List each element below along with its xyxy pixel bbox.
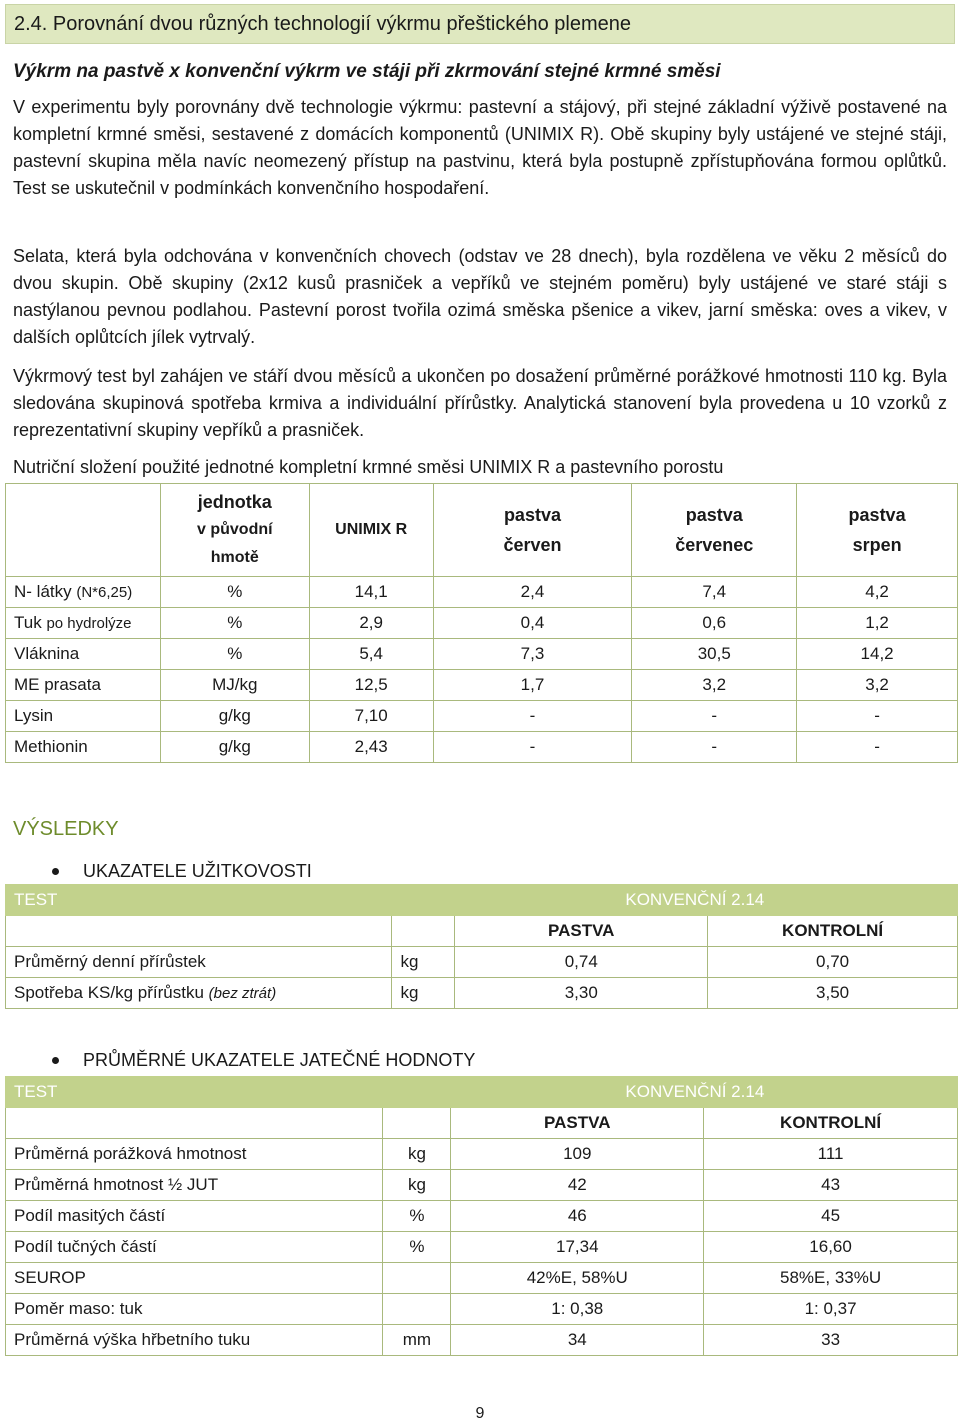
performance-col-pastva: PASTVA: [455, 916, 708, 947]
pastva-srpen-value: 1,2: [797, 608, 958, 639]
indicator-name: Spotřeba KS/kg přírůstku: [14, 983, 204, 1002]
indicator-name-cell: [6, 978, 392, 1009]
nutrition-row: [6, 608, 958, 639]
pastva-value: 3,30: [455, 978, 708, 1009]
carcass-row: [6, 1232, 958, 1263]
performance-bullet-label: UKAZATELE UŽITKOVOSTI: [83, 861, 312, 881]
nutrient-name-cell: [6, 577, 161, 608]
pastva-cervenec-value: 30,5: [632, 639, 797, 670]
header-pastva-cerven: [433, 484, 632, 577]
unimix-value: 2,9: [309, 608, 433, 639]
indicator-note: (bez ztrát): [208, 985, 277, 1002]
header-unit-line3: hmotě: [210, 549, 259, 566]
unimix-value: 5,4: [309, 639, 433, 670]
indicator-name: Průměrná výška hřbetního tuku: [6, 1325, 383, 1356]
kontrolni-value: 16,60: [704, 1232, 958, 1263]
performance-test-value: KONVENČNÍ 2.14: [455, 885, 958, 916]
nutrition-row: [6, 577, 958, 608]
nutrient-note: po hydrolýze: [46, 615, 132, 632]
performance-row: [6, 947, 958, 978]
carcass-row: [6, 1294, 958, 1325]
indicator-name: Průměrný denní přírůstek: [14, 952, 206, 971]
performance-col-kontrolni: KONTROLNÍ: [708, 916, 958, 947]
unit-cell: [383, 1263, 451, 1294]
performance-row: [6, 978, 958, 1009]
header-empty-cell: [6, 484, 161, 577]
nutrient-name: Vláknina: [14, 644, 80, 663]
pastva-srpen-value: 14,2: [797, 639, 958, 670]
kontrolni-value: 33: [704, 1325, 958, 1356]
unit-cell: %: [383, 1232, 451, 1263]
unit-cell: g/kg: [160, 732, 309, 763]
pastva-srpen-value: 4,2: [797, 577, 958, 608]
pastva-value: 0,74: [455, 947, 708, 978]
unit-cell: %: [160, 639, 309, 670]
carcass-row: [6, 1325, 958, 1356]
pastva-cervenec-value: -: [632, 701, 797, 732]
pastva-value: 17,34: [451, 1232, 704, 1263]
nutrition-row: [6, 701, 958, 732]
header-p3-line2: srpen: [852, 535, 902, 555]
indicator-name: Poměr maso: tuk: [6, 1294, 383, 1325]
header-p1-line2: červen: [503, 535, 562, 555]
nutrient-name-cell: [6, 639, 161, 670]
kontrolni-value: 45: [704, 1201, 958, 1232]
carcass-empty-cell: [6, 1108, 383, 1139]
header-unit-line2: v původní: [197, 521, 273, 538]
pastva-value: 109: [451, 1139, 704, 1170]
carcass-row: [6, 1170, 958, 1201]
unit-cell: g/kg: [160, 701, 309, 732]
nutrient-name: Methionin: [14, 737, 88, 756]
pastva-srpen-value: -: [797, 701, 958, 732]
nutrition-caption: Nutriční složení použité jednotné kompletní krmné směsi UNIMIX R a pastevního porostu: [13, 457, 724, 477]
carcass-header-row: [6, 1108, 958, 1139]
performance-empty-cell: [6, 916, 392, 947]
header-p2-line2: červenec: [675, 535, 754, 555]
pastva-cervenec-value: 3,2: [632, 670, 797, 701]
carcass-row: [6, 1201, 958, 1232]
unit-cell: kg: [392, 947, 455, 978]
carcass-row: [6, 1263, 958, 1294]
pastva-cerven-value: -: [433, 732, 632, 763]
pastva-cerven-value: -: [433, 701, 632, 732]
nutrient-note: (N*6,25): [76, 584, 133, 601]
paragraph-1: V experimentu byly porovnány dvě technologie výkrmu: pastevní a stájový, při stejné základní výživě postavené na kompletní krmné směsi, sestavené z domácích komponentů (UNIMIX R). Obě skupiny byly ustájené ve stejné stáji, pastevní skupina měla navíc neomezený přístup na pastvinu, která byla postupně zpřístupňována formou oplůtků. Test se uskutečnil v podmínkách konvenčního hospodaření.: [13, 97, 947, 198]
kontrolni-value: 0,70: [708, 947, 958, 978]
bullet-dot: [52, 868, 59, 875]
kontrolni-value: 1: 0,37: [704, 1294, 958, 1325]
pastva-cerven-value: 2,4: [433, 577, 632, 608]
unit-cell: %: [383, 1201, 451, 1232]
carcass-empty-unit: [383, 1108, 451, 1139]
indicator-name: Průměrná porážková hmotnost: [6, 1139, 383, 1170]
nutrition-row: [6, 732, 958, 763]
header-p2-line1: pastva: [685, 505, 743, 525]
header-p3-line1: pastva: [848, 505, 906, 525]
header-unit: [160, 484, 309, 577]
unit-cell: kg: [383, 1170, 451, 1201]
paragraph-3: Výkrmový test byl zahájen ve stáří dvou měsíců a ukončen po dosažení průměrné porážkové hmotnosti 110 kg. Byla sledována skupinová spotřeba krmiva a individuální přírůstky. Analytická stanovení byla provedena u 10 vzorků z reprezentativní skupiny vepříků a prasniček.: [13, 366, 947, 440]
pastva-value: 46: [451, 1201, 704, 1232]
unimix-value: 2,43: [309, 732, 433, 763]
nutrient-name: Tuk: [14, 613, 42, 632]
pastva-cervenec-value: -: [632, 732, 797, 763]
section-title: 2.4. Porovnání dvou různých technologií výkrmu přeštického plemene: [14, 13, 632, 35]
paragraph-2: Selata, která byla odchována v konvenčních chovech (odstav ve 28 dnech), byla rozdělena ve věku 2 měsíců do dvou skupin. Obě skupiny (2x12 kusů prasniček a vepříků ve stejném poměru) byly ustájené ve staré stáji s nastýlanou pevnou podlahou. Pastevní porost tvořila ozimá směska pšenice a vikev, jarní směska: oves a vikev, v dalších oplůtcích jílek vytrvalý.: [13, 246, 947, 347]
results-title: VÝSLEDKY: [13, 818, 119, 840]
carcass-test-value: KONVENČNÍ 2.14: [451, 1077, 958, 1108]
header-pastva-srpen: [797, 484, 958, 577]
kontrolni-value: 43: [704, 1170, 958, 1201]
unit-cell: kg: [392, 978, 455, 1009]
nutrient-name-cell: [6, 732, 161, 763]
unit-cell: [383, 1294, 451, 1325]
unit-cell: %: [160, 608, 309, 639]
header-pastva-cervenec: [632, 484, 797, 577]
unimix-value: 12,5: [309, 670, 433, 701]
performance-table: [5, 884, 958, 1009]
performance-test-row: [6, 885, 958, 916]
header-unimix: UNIMIX R: [309, 484, 433, 577]
unimix-value: 7,10: [309, 701, 433, 732]
header-unit-line1: jednotka: [197, 492, 272, 512]
pastva-cerven-value: 1,7: [433, 670, 632, 701]
pastva-value: 42%E, 58%U: [451, 1263, 704, 1294]
header-p1-line1: pastva: [503, 505, 561, 525]
unit-cell: kg: [383, 1139, 451, 1170]
pastva-srpen-value: -: [797, 732, 958, 763]
carcass-table: [5, 1076, 958, 1356]
indicator-name-cell: [6, 947, 392, 978]
indicator-name: Průměrná hmotnost ½ JUT: [6, 1170, 383, 1201]
pastva-value: 42: [451, 1170, 704, 1201]
unimix-value: 14,1: [309, 577, 433, 608]
carcass-bullet-label: PRŮMĚRNÉ UKAZATELE JATEČNÉ HODNOTY: [83, 1050, 476, 1070]
carcass-test-label: TEST: [6, 1077, 451, 1108]
indicator-name: Podíl tučných částí: [6, 1232, 383, 1263]
nutrient-name-cell: [6, 670, 161, 701]
performance-empty-unit: [392, 916, 455, 947]
unit-cell: MJ/kg: [160, 670, 309, 701]
kontrolni-value: 3,50: [708, 978, 958, 1009]
kontrolni-value: 58%E, 33%U: [704, 1263, 958, 1294]
performance-test-label: TEST: [6, 885, 455, 916]
nutrition-row: [6, 639, 958, 670]
kontrolni-value: 111: [704, 1139, 958, 1170]
pastva-value: 1: 0,38: [451, 1294, 704, 1325]
pastva-cerven-value: 7,3: [433, 639, 632, 670]
subtitle: Výkrm na pastvě x konvenční výkrm ve stáji při zkrmování stejné krmné směsi: [13, 61, 721, 82]
carcass-row: [6, 1139, 958, 1170]
unit-cell: %: [160, 577, 309, 608]
pastva-cervenec-value: 7,4: [632, 577, 797, 608]
nutrient-name: N- látky: [14, 582, 72, 601]
nutrient-name: ME prasata: [14, 675, 101, 694]
indicator-name: Podíl masitých částí: [6, 1201, 383, 1232]
indicator-name: SEUROP: [6, 1263, 383, 1294]
nutrient-name-cell: [6, 701, 161, 732]
pastva-srpen-value: 3,2: [797, 670, 958, 701]
performance-header-row: [6, 916, 958, 947]
pastva-value: 34: [451, 1325, 704, 1356]
nutrition-header-row: [6, 484, 958, 577]
nutrition-table: [5, 483, 958, 763]
carcass-col-kontrolni: KONTROLNÍ: [704, 1108, 958, 1139]
carcass-test-row: [6, 1077, 958, 1108]
nutrition-row: [6, 670, 958, 701]
nutrient-name-cell: [6, 608, 161, 639]
section-title-bar: [5, 4, 955, 44]
carcass-col-pastva: PASTVA: [451, 1108, 704, 1139]
pastva-cerven-value: 0,4: [433, 608, 632, 639]
bullet-dot: [52, 1057, 59, 1064]
nutrient-name: Lysin: [14, 706, 54, 725]
unit-cell: mm: [383, 1325, 451, 1356]
page-number: 9: [475, 1405, 485, 1422]
pastva-cervenec-value: 0,6: [632, 608, 797, 639]
